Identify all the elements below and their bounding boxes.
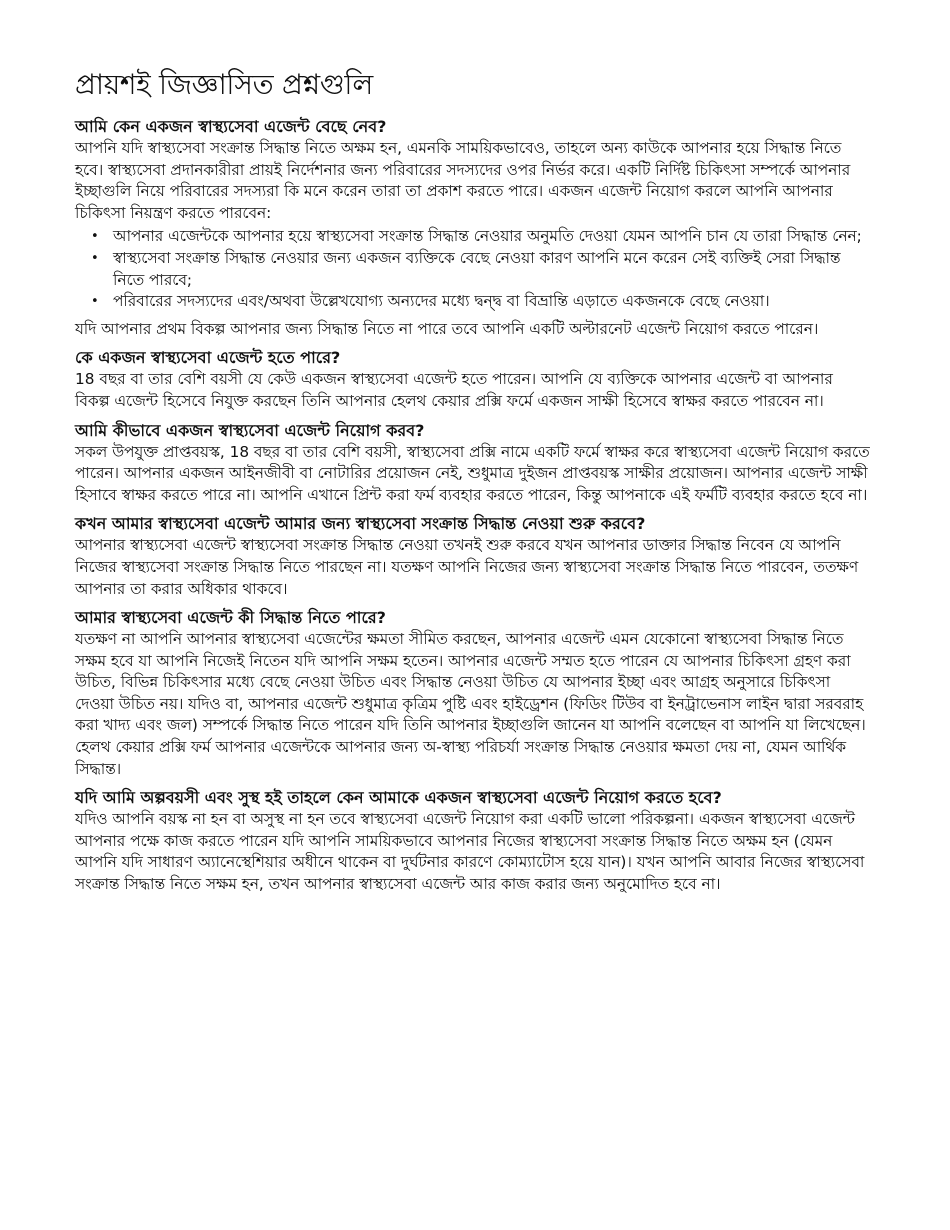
section-note: যদি আপনার প্রথম বিকল্প আপনার জন্য সিদ্ধান্ত নিতে না পারে তবে আপনি একটি অল্টারনেট এজেন্ট নিয়োগ করতে পারেন।	[75, 319, 819, 338]
section-body: যতক্ষণ না আপনি আপনার স্বাস্থ্যসেবা এজেন্টের ক্ষমতা সীমিত করছেন, আপনার এজেন্ট এমন যেকোনো স্বাস্থ্যসেবা সিদ্ধান্ত নিতে সক্ষম হবে যা আপনি নিজেই নিতেন যদি আপনি সক্ষম হতেন। আপনার এজেন্ট সম্মত হতে পারেন যে আপনার চিকিৎসা গ্রহণ করা উচিত, বিভিন্ন চিকিৎসার মধ্যে বেছে নেওয়া উচিত এবং সিদ্ধান্ত নেওয়া উচিত যে আপনার ইচ্ছা এবং আগ্রহ অনুসারে চিকিৎসা দেওয়া উচিত নয়। যদিও বা, আপনার এজেন্ট শুধুমাত্র কৃত্রিম পুষ্টি এবং হাইড্রেশন (ফিডিং টিউব বা ইনট্রাভেনাস লাইন দ্বারা সরবরাহ করা খাদ্য এবং জল) সম্পর্কে সিদ্ধান্ত নিতে পারেন যদি তিনি আপনার ইচ্ছাগুলি জানেন যা আপনি বলেছেন বা আপনি যা লিখেছেন। হেলথ কেয়ার প্রক্সি ফর্ম আপনার এজেন্টকে আপনার জন্য অ-স্বাস্থ্য পরিচর্যা সংক্রান্ত সিদ্ধান্ত নেওয়ার ক্ষমতা দেয় না, যেমন আর্থিক সিদ্ধান্ত।	[75, 630, 866, 778]
bullet-icon: •	[91, 294, 99, 310]
section-heading: আমি কীভাবে একজন স্বাস্থ্যসেবা এজেন্ট নিয়োগ করব?	[75, 420, 425, 440]
section-body: 18 বছর বা তার বেশি বয়সী যে কেউ একজন স্বাস্থ্যসেবা এজেন্ট হতে পারেন। আপনি যে ব্যক্তিকে আপনার এজেন্ট বা আপনার বিকল্প এজেন্ট হিসেবে নিযুক্ত করছেন তিনি আপনার হেলথ কেয়ার প্রক্সি ফর্মে একজন সাক্ষী হিসেবে স্বাক্ষর করতে পারবেন না।	[75, 370, 833, 410]
section-heading: আমি কেন একজন স্বাস্থ্যসেবা এজেন্ট বেছে নেব?	[75, 117, 387, 136]
section-heading: কে একজন স্বাস্থ্যসেবা এজেন্ট হতে পারে?	[75, 348, 341, 368]
section-heading: কখন আমার স্বাস্থ্যসেবা এজেন্ট আমার জন্য স্বাস্থ্যসেবা সংক্রান্ত সিদ্ধান্ত নেওয়া শুরু করবে?	[75, 514, 646, 534]
faq-section-how-to-appoint	[75, 420, 870, 507]
list-item: • আপনার এজেন্টকে আপনার হয়ে স্বাস্থ্যসেবা সংক্রান্ত সিদ্ধান্ত নেওয়ার অনুমতি দেওয়া যেমন আপনি চান যে তারা সিদ্ধান্ত নেন;	[113, 226, 870, 248]
bullet-list	[75, 226, 870, 312]
list-item: • স্বাস্থ্যসেবা সংক্রান্ত সিদ্ধান্ত নেওয়ার জন্য একজন ব্যক্তিকে বেছে নেওয়া কারণ আপনি মনে করেন সেই ব্যক্তিই সেরা সিদ্ধান্ত নিতে পারবে;	[91, 248, 841, 289]
faq-section-what-decisions	[75, 607, 870, 780]
faq-section-when-agent-starts	[75, 513, 870, 600]
faq-section-young-and-healthy	[75, 787, 870, 895]
section-body: আপনি যদি স্বাস্থ্যসেবা সংক্রান্ত সিদ্ধান্ত নিতে অক্ষম হন, এমনকি সাময়িকভাবেও, তাহলে অন্য কাউকে আপনার হয়ে সিদ্ধান্ত নিতে হবে। স্বাস্থ্যসেবা প্রদানকারীরা প্রায়ই নির্দেশনার জন্য পরিবারের সদস্যদের ওপর নির্ভর করে। একটি নির্দিষ্ট চিকিৎসা সম্পর্কে আপনার ইচ্ছাগুলি নিয়ে পরিবারের সদস্যরা কি মনে করেন তারা তা প্রকাশ করতে পারে। একজন এজেন্ট নিয়োগ করলে আপনি আপনার চিকিৎসা নিয়ন্ত্রণ করতে পারবেন:	[75, 139, 851, 222]
faq-section-why-agent	[75, 116, 870, 340]
section-body: যদিও আপনি বয়স্ক না হন বা অসুস্থ না হন তবে স্বাস্থ্যসেবা এজেন্ট নিয়োগ করা একটি ভালো পরিকল্পনা। একজন স্বাস্থ্যসেবা এজেন্ট আপনার পক্ষে কাজ করতে পারেন যদি আপনি সাময়িকভাবে আপনার নিজের স্বাস্থ্যসেবা সংক্রান্ত সিদ্ধান্ত নিতে অক্ষম হন (যেমন আপনি যদি সাধারণ অ্যানেস্থেশিয়ার অধীনে থাকেন বা দুর্ঘটনার কারণে কোম্যাটোস হয়ে যান)। যখন আপনি আবার নিজের স্বাস্থ্যসেবা সংক্রান্ত সিদ্ধান্ত নিতে সক্ষম হন, তখন আপনার স্বাস্থ্যসেবা এজেন্ট আর কাজ করার জন্য অনুমোদিত হবে না।	[75, 810, 865, 894]
bullet-icon: •	[91, 229, 99, 245]
section-body: সকল উপযুক্ত প্রাপ্তবয়স্ক, 18 বছর বা তার বেশি বয়সী, স্বাস্থ্যসেবা প্রক্সি নামে একটি ফর্মে স্বাক্ষর করে স্বাস্থ্যসেবা এজেন্ট নিয়োগ করতে পারেন। আপনার একজন আইনজীবী বা নোটারির প্রয়োজন নেই, শুধুমাত্র দুইজন প্রাপ্তবয়স্ক সাক্ষীর প্রয়োজন। আপনার এজেন্ট সাক্ষী হিসাবে স্বাক্ষর করতে পারে না। আপনি এখানে প্রিন্ট করা ফর্ম ব্যবহার করতে পারেন, কিন্তু আপনাকে এই ফর্মটি ব্যবহার করতে হবে না।	[75, 442, 870, 504]
section-body: আপনার স্বাস্থ্যসেবা এজেন্ট স্বাস্থ্যসেবা সংক্রান্ত সিদ্ধান্ত নেওয়া তখনই শুরু করবে যখন আপনার ডাক্তার সিদ্ধান্ত নিবেন যে আপনি নিজের স্বাস্থ্যসেবা সংক্রান্ত সিদ্ধান্ত নিতে পারছেন না। যতক্ষণ আপনি নিজের জন্য স্বাস্থ্যসেবা সংক্রান্ত সিদ্ধান্ত নিতে পারবেন, ততক্ষণ আপনার তা করার অধিকার থাকবে।	[75, 536, 859, 598]
faq-section-who-can-be-agent	[75, 347, 870, 412]
page-title: প্রায়শই জিজ্ঞাসিত প্রশ্নগুলি	[75, 68, 373, 101]
section-heading: আমার স্বাস্থ্যসেবা এজেন্ট কী সিদ্ধান্ত নিতে পারে?	[75, 608, 386, 628]
section-heading: যদি আমি অল্পবয়সী এবং সুস্থ হই তাহলে কেন আমাকে একজন স্বাস্থ্যসেবা এজেন্ট নিয়োগ করতে হবে?	[75, 788, 722, 808]
faq-page	[75, 66, 870, 903]
list-item: • পরিবারের সদস্যদের এবং/অথবা উল্লেখযোগ্য অন্যদের মধ্যে দ্বন্দ্ব বা বিভ্রান্তি এড়াতে একজনকে বেছে নেওয়া।	[113, 291, 870, 313]
bullet-icon: •	[91, 250, 99, 266]
